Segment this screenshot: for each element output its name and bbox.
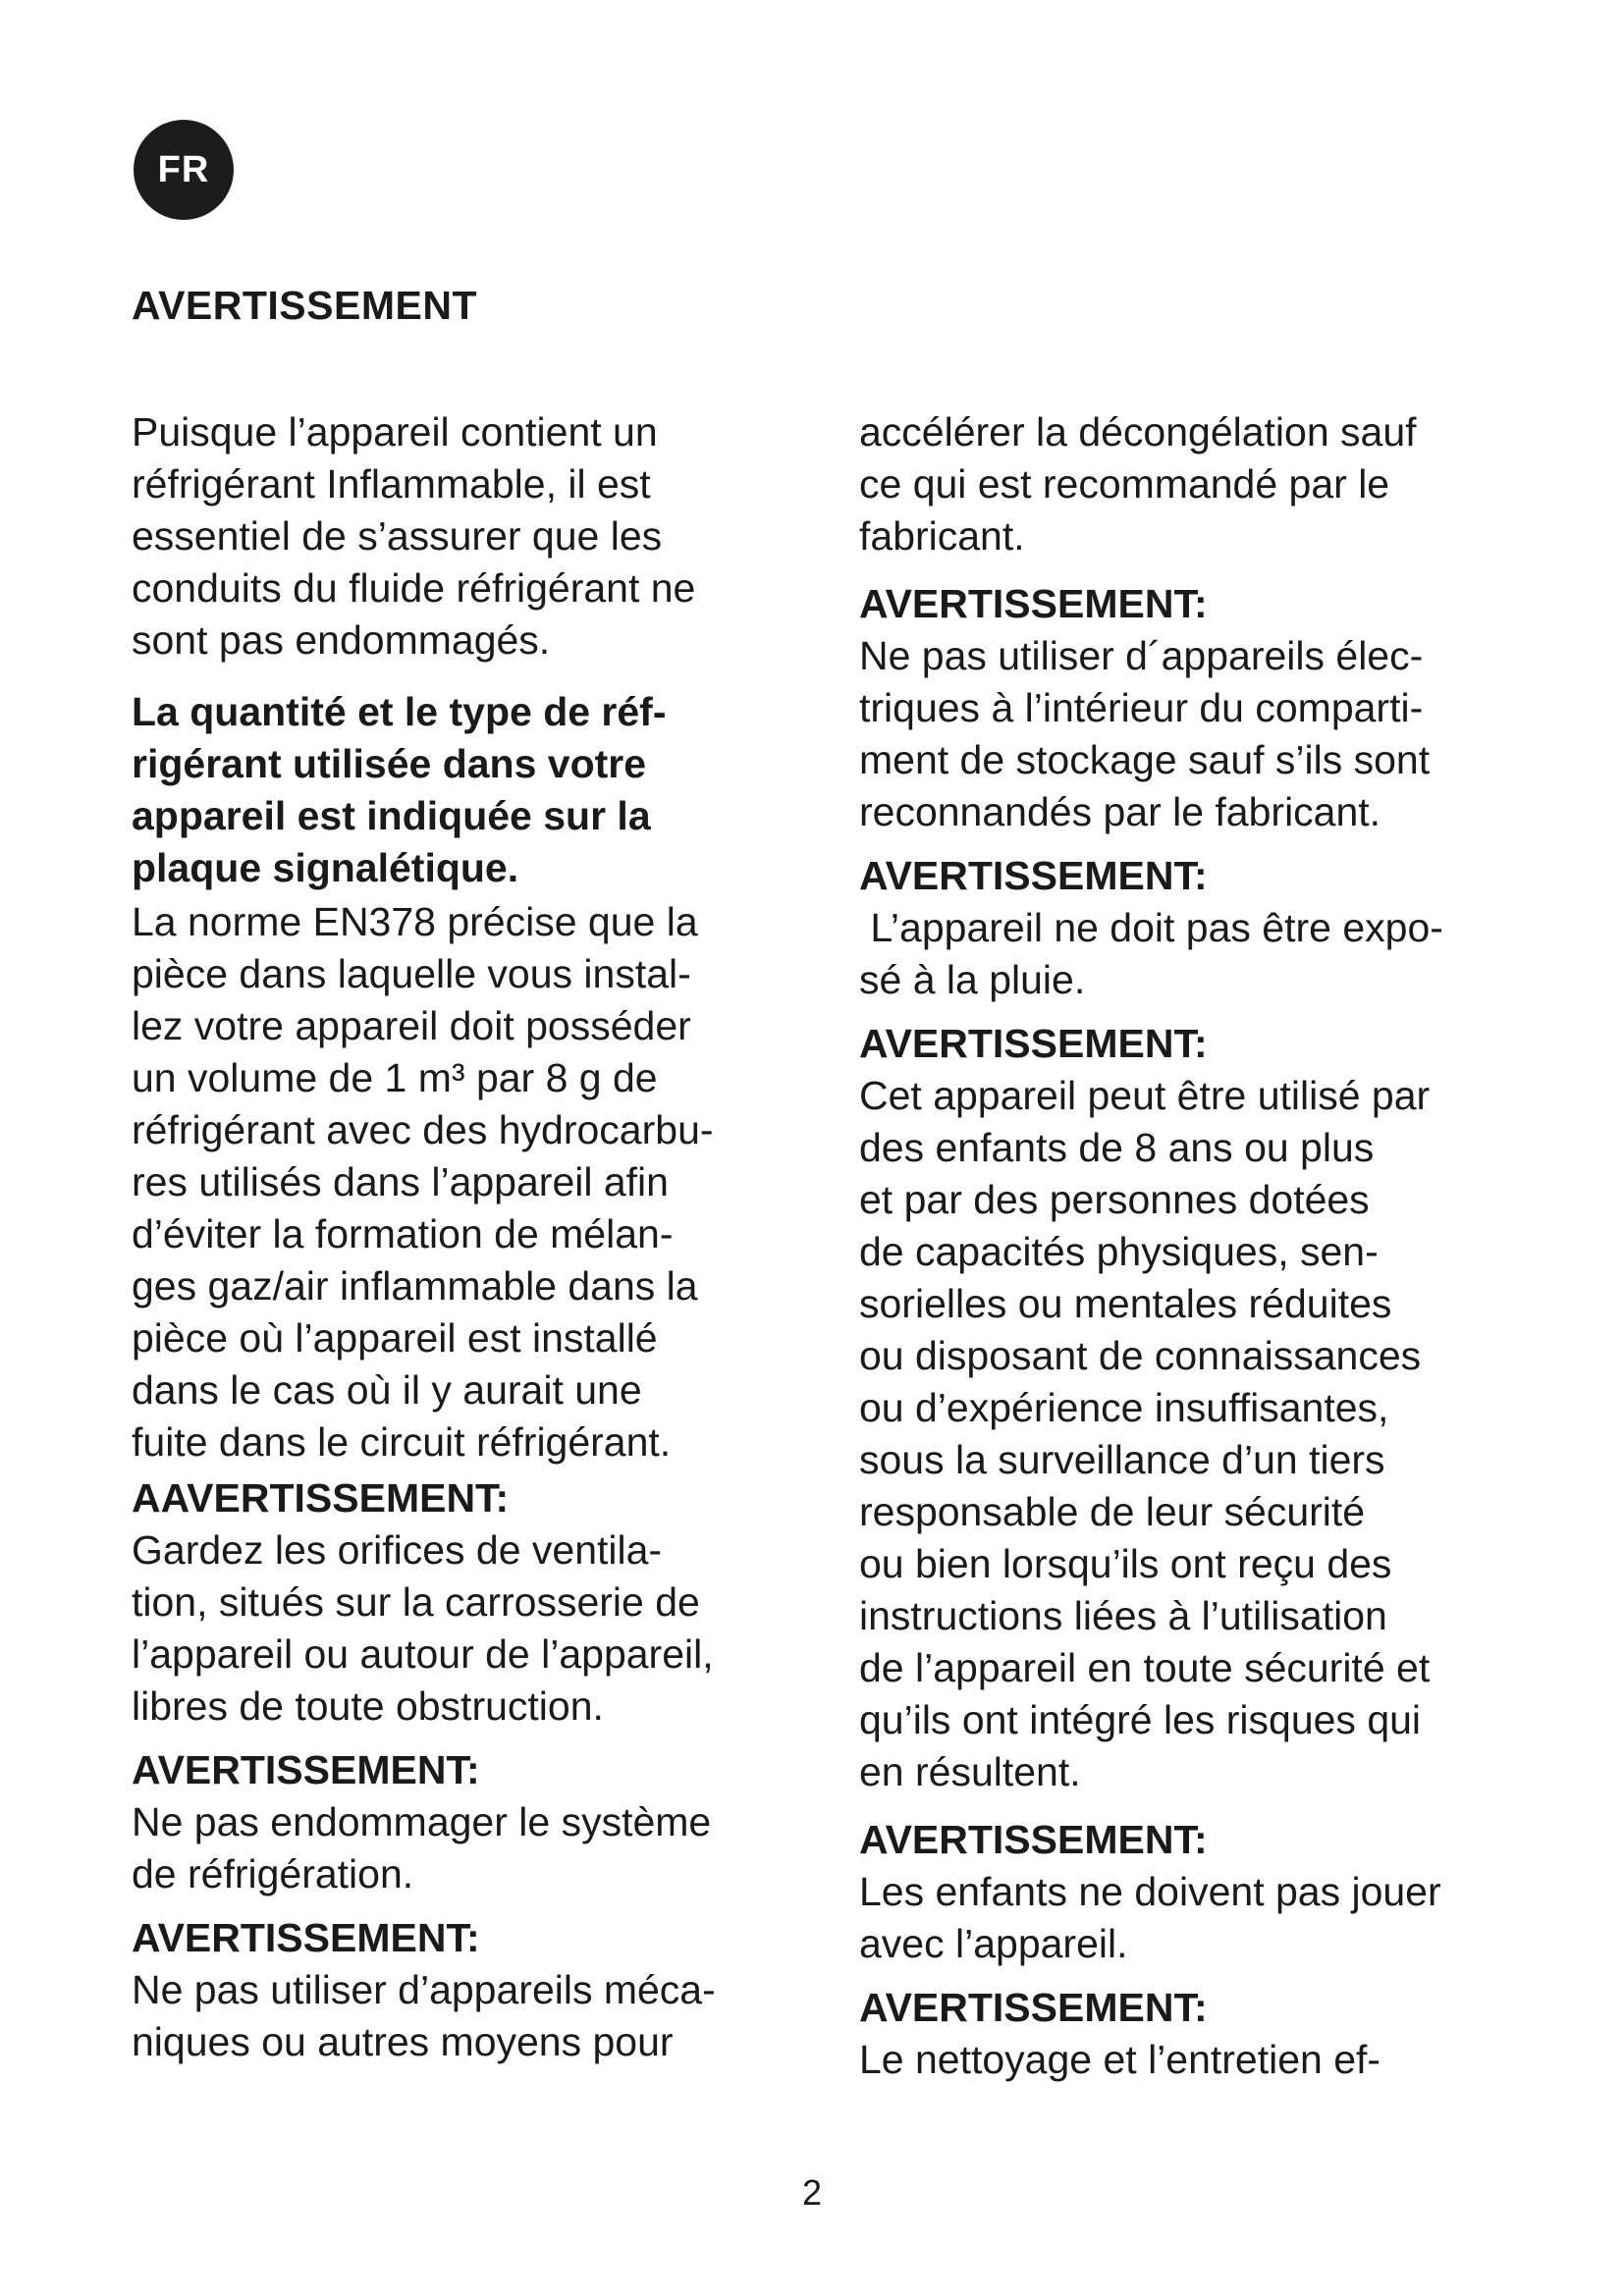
refrigerant-note [132,686,780,894]
text-line: et par des personnes dotées [859,1177,1370,1222]
warning-electrical-devices [859,578,1507,838]
warning-title: AVERTISSEMENT: [859,1021,1208,1066]
warning-title: AVERTISSEMENT: [132,1747,480,1792]
text-line: essentiel de s’assurer que les [132,513,663,559]
text-line: rigérant utilisée dans votre [132,741,647,786]
right-column [859,406,1507,2086]
text-line: ment de stockage sauf s’ils sont [859,737,1431,782]
warning-title: AVERTISSEMENT: [859,1817,1208,1862]
text-line: d’éviter la formation de mélan- [132,1211,674,1256]
text-line: ou disposant de connaissances [859,1333,1422,1378]
warning-refrigeration-system [132,1744,780,1900]
text-line: réfrigérant Inflammable, il est [132,461,651,507]
page-heading: AVERTISSEMENT [132,283,477,328]
text-line: sorielles ou mentales réduites [859,1281,1392,1326]
text-line: pièce où l’appareil est installé [132,1315,658,1361]
text-line: Ne pas utiliser d’appareils méca- [132,1967,716,2012]
text-line: un volume de 1 m³ par 8 g de [132,1055,658,1100]
text-line: ou d’expérience insuffisantes, [859,1385,1389,1430]
text-line: responsable de leur sécurité [859,1489,1366,1534]
text-line: libres de toute obstruction. [132,1683,604,1729]
text-line: Puisque l’appareil contient un [132,409,658,454]
text-line: sé à la pluie. [859,957,1086,1002]
continuation-paragraph [859,406,1507,562]
text-line: niques ou autres moyens pour [132,2019,674,2064]
warning-ventilation [132,1472,780,1733]
text-line: en résultent. [859,1749,1081,1794]
text-line: de réfrigération. [132,1851,414,1896]
text-line: fuite dans le circuit réfrigérant. [132,1419,672,1465]
text-line: accélérer la décongélation sauf [859,409,1417,454]
warning-cleaning [859,1982,1507,2086]
warning-mechanical-devices [132,1912,780,2068]
text-line: Ne pas endommager le système [132,1799,712,1844]
warning-children-play [859,1814,1507,1970]
intro-paragraph [132,406,780,667]
text-line: La norme EN378 précise que la [132,899,698,944]
text-line: triques à l’intérieur du comparti- [859,685,1424,730]
left-column [132,406,780,2068]
text-line: avec l’appareil. [859,1921,1128,1966]
text-line: appareil est indiquée sur la [132,793,651,838]
text-line: ges gaz/air inflammable dans la [132,1263,698,1308]
text-line: plaque signalétique. [132,845,519,890]
text-line: ou bien lorsqu’ils ont reçu des [859,1541,1392,1586]
text-line: ce qui est recommandé par le [859,461,1390,507]
language-badge-fr: FR [134,120,234,220]
text-line: réfrigérant avec des hydrocarbu- [132,1107,714,1152]
text-line: des enfants de 8 ans ou plus [859,1125,1375,1170]
warning-title: AVERTISSEMENT: [859,581,1208,626]
page-number: 2 [801,2172,823,2213]
text-line: lez votre appareil doit posséder [132,1003,691,1048]
text-line: L’appareil ne doit pas être expo- [859,905,1443,950]
text-line: de l’appareil en toute sécurité et [859,1645,1431,1690]
text-line: de capacités physiques, sen- [859,1229,1379,1274]
text-line: qu’ils ont intégré les risques qui [859,1697,1422,1742]
warning-children-usage [859,1018,1507,1798]
text-line: Le nettoyage et l’entretien ef- [859,2037,1381,2082]
text-line: instructions liées à l’utilisation [859,1593,1387,1638]
text-line: dans le cas où il y aurait une [132,1367,642,1413]
text-line: fabricant. [859,513,1025,559]
norm-paragraph [132,896,780,1468]
text-line: sous la surveillance d’un tiers [859,1437,1385,1482]
text-line: tion, situés sur la carrosserie de [132,1579,700,1625]
text-line: Cet appareil peut être utilisé par [859,1073,1431,1118]
text-line: reconnandés par le fabricant. [859,789,1381,834]
warning-title: AAVERTISSEMENT: [132,1475,510,1521]
text-line: pièce dans laquelle vous instal- [132,951,691,996]
warning-title: AVERTISSEMENT: [132,1915,480,1960]
text-line: sont pas endommagés. [132,617,551,663]
warning-title: AVERTISSEMENT: [859,853,1208,898]
text-line: conduits du fluide réfrigérant ne [132,565,696,611]
text-line: Gardez les orifices de ventila- [132,1527,663,1573]
warning-rain [859,850,1507,1006]
text-line: res utilisés dans l’appareil afin [132,1159,669,1204]
text-line: La quantité et le type de réf- [132,689,667,734]
text-line: l’appareil ou autour de l’appareil, [132,1631,714,1677]
warning-title: AVERTISSEMENT: [859,1985,1208,2030]
text-line: Ne pas utiliser d´appareils élec- [859,633,1424,678]
text-line: Les enfants ne doivent pas jouer [859,1869,1441,1914]
